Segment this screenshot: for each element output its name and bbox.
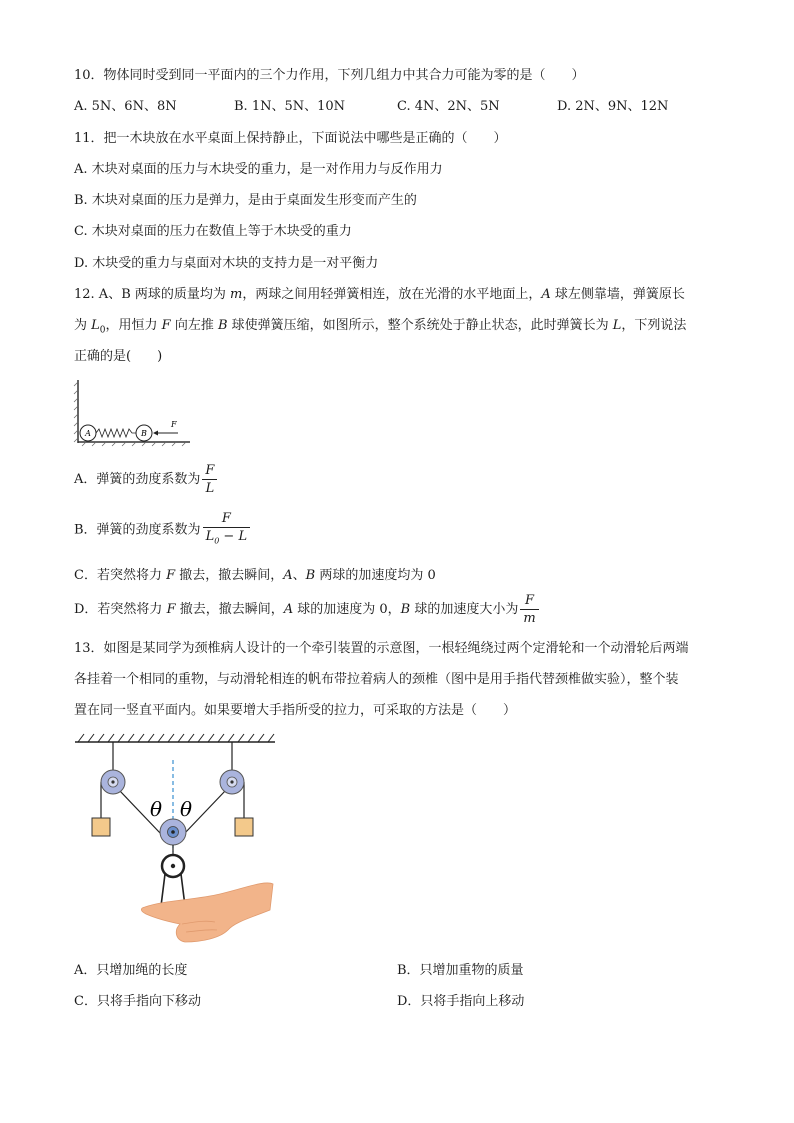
q10-stem: 10．物体同时受到同一平面内的三个力作用，下列几组力中其合力可能为零的是（ ） (74, 68, 585, 83)
q10-option-a: A. 5N、6N、8N (74, 99, 177, 114)
q13-option-b: B．只增加重物的质量 (397, 963, 524, 978)
spring (96, 429, 136, 437)
q11-option-c: C. 木块对桌面的压力在数值上等于木块受的重力 (74, 224, 352, 239)
theta-right: θ (180, 797, 193, 821)
q13-option-d: D．只将手指向上移动 (397, 994, 525, 1009)
q13-stem-line1: 13．如图是某同学为颈椎病人设计的一个牵引装置的示意图，一根轻绳绕过两个定滑轮和一个动滑轮后两端 (74, 641, 689, 656)
q12-option-c: C．若突然将力 F 撤去，撤去瞬间，A、B 两球的加速度均为 0 (74, 568, 436, 583)
q11-option-b: B. 木块对桌面的压力是弹力，是由于桌面发生形变而产生的 (74, 193, 417, 208)
q11-option-a: A. 木块对桌面的压力与木块受的重力，是一对作用力与反作用力 (74, 162, 443, 177)
q12-stem-line2: 为 $L_0$，用恒力 F 向左推 B 球使弹簧压缩，如图所示，整个系统处于静止状态，此时弹簧长为 L，下列说法 (74, 318, 687, 336)
q13-stem-line3: 置在同一竖直平面内。如果要增大手指所受的拉力，可采取的方法是（ ） (74, 703, 517, 718)
weight-right (235, 818, 253, 836)
hand (141, 883, 273, 942)
q10-option-d: D. 2N、9N、12N (557, 99, 669, 114)
q10-option-c: C. 4N、2N、5N (397, 99, 500, 114)
q12-stem-line1: 12. A、B 两球的质量均为 m，两球之间用轻弹簧相连，放在光滑的水平地面上，A 球左侧靠墙，弹簧原长 (74, 287, 685, 302)
q10-option-b: B. 1N、5N、10N (234, 99, 346, 114)
q13-pulley-figure (70, 732, 280, 947)
q11-stem: 11．把一木块放在水平桌面上保持静止，下面说法中哪些是正确的（ ） (74, 131, 507, 146)
theta-left: θ (150, 797, 163, 821)
weight-left (92, 818, 110, 836)
q13-stem-line2: 各挂着一个相同的重物，与动滑轮相连的帆布带拉着病人的颈椎（图中是用手指代替颈椎做实验），整个装 (74, 672, 679, 687)
q12-option-d: D．若突然将力 F 撤去，撤去瞬间，A 球的加速度为 0，B 球的加速度大小为 $\frac{F}{m}$ (74, 592, 539, 628)
ball-a-label: A (85, 429, 91, 438)
force-label: F (171, 420, 177, 429)
q13-option-c: C．只将手指向下移动 (74, 994, 201, 1009)
q12-stem-line3: 正确的是( ) (74, 349, 163, 364)
q12-option-b: B．弹簧的劲度系数为 $\frac{F}{L_0 - L}$ (74, 510, 250, 550)
q12-spring-figure (74, 378, 194, 448)
q11-option-d: D. 木块受的重力与桌面对木块的支持力是一对平衡力 (74, 256, 379, 271)
q12-option-a: A．弹簧的劲度系数为 $\frac{F}{L}$ (74, 462, 217, 498)
q13-option-a: A．只增加绳的长度 (74, 963, 188, 978)
ball-b-label: B (141, 429, 147, 438)
